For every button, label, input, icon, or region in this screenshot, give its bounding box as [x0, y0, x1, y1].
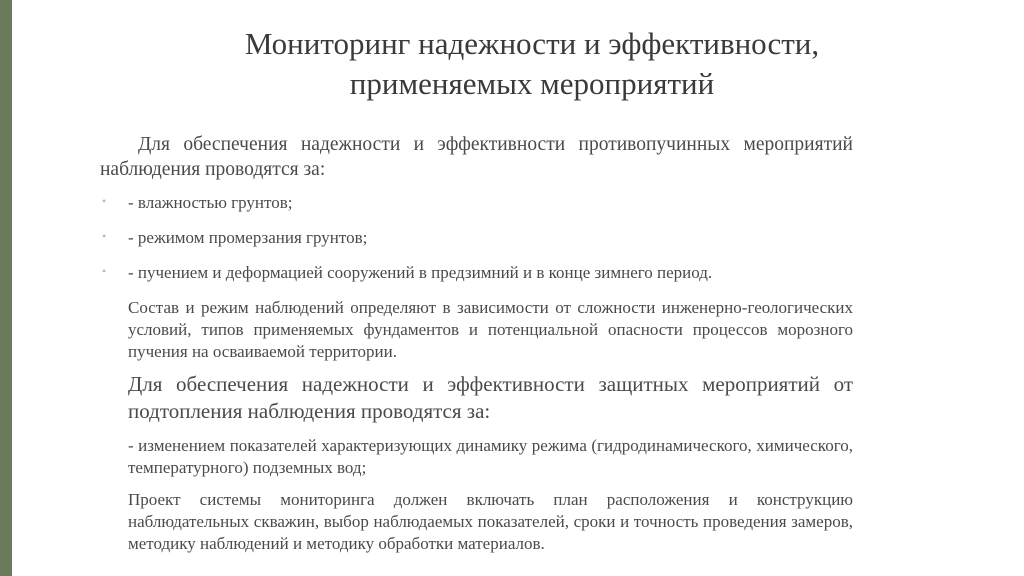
monitoring-project-paragraph: Проект системы мониторинга должен включать план расположения и конструкцию наблюдательных скважин, выбор наблюдаемых показателей, сроки и точность проведения замеров, методику наблюдений и методику обработки материалов.	[128, 490, 853, 553]
intro-paragraph: Для обеспечения надежности и эффективности противопучинных мероприятий наблюдения проводятся за:	[100, 134, 853, 180]
bullet-text: - влажностью грунтов;	[128, 193, 293, 212]
bullet-item	[100, 262, 853, 284]
bullet-text: - пучением и деформацией сооружений в предзимний и в конце зимнего период.	[128, 263, 713, 282]
bullet-text: - режимом промерзания грунтов;	[128, 228, 368, 247]
bullet-marker-icon: •	[102, 264, 107, 278]
slide-title-line-2: применяемых мероприятий	[349, 66, 715, 101]
slide-body	[100, 132, 853, 555]
bullet-marker-icon: •	[102, 229, 107, 243]
flooding-protection-paragraph: Для обеспечения надежности и эффективности защитных мероприятий от подтопления наблюдения проводятся за:	[128, 372, 853, 423]
slide-title-line-1: Мониторинг надежности и эффективности,	[244, 26, 820, 61]
slide-title	[160, 24, 904, 104]
groundwater-indicators-paragraph: - изменением показателей характеризующих динамику режима (гидродинамического, химического, температурного) подземных вод;	[128, 436, 853, 477]
left-accent-bar	[0, 0, 12, 576]
bullet-item	[100, 227, 853, 249]
bullet-item	[100, 192, 853, 214]
bullet-marker-icon: •	[102, 194, 107, 208]
observation-composition-paragraph: Состав и режим наблюдений определяют в зависимости от сложности инженерно-геологических условий, типов применяемых фундаментов и потенциальной опасности процессов морозного пучения на осваиваемой территории.	[128, 298, 853, 361]
